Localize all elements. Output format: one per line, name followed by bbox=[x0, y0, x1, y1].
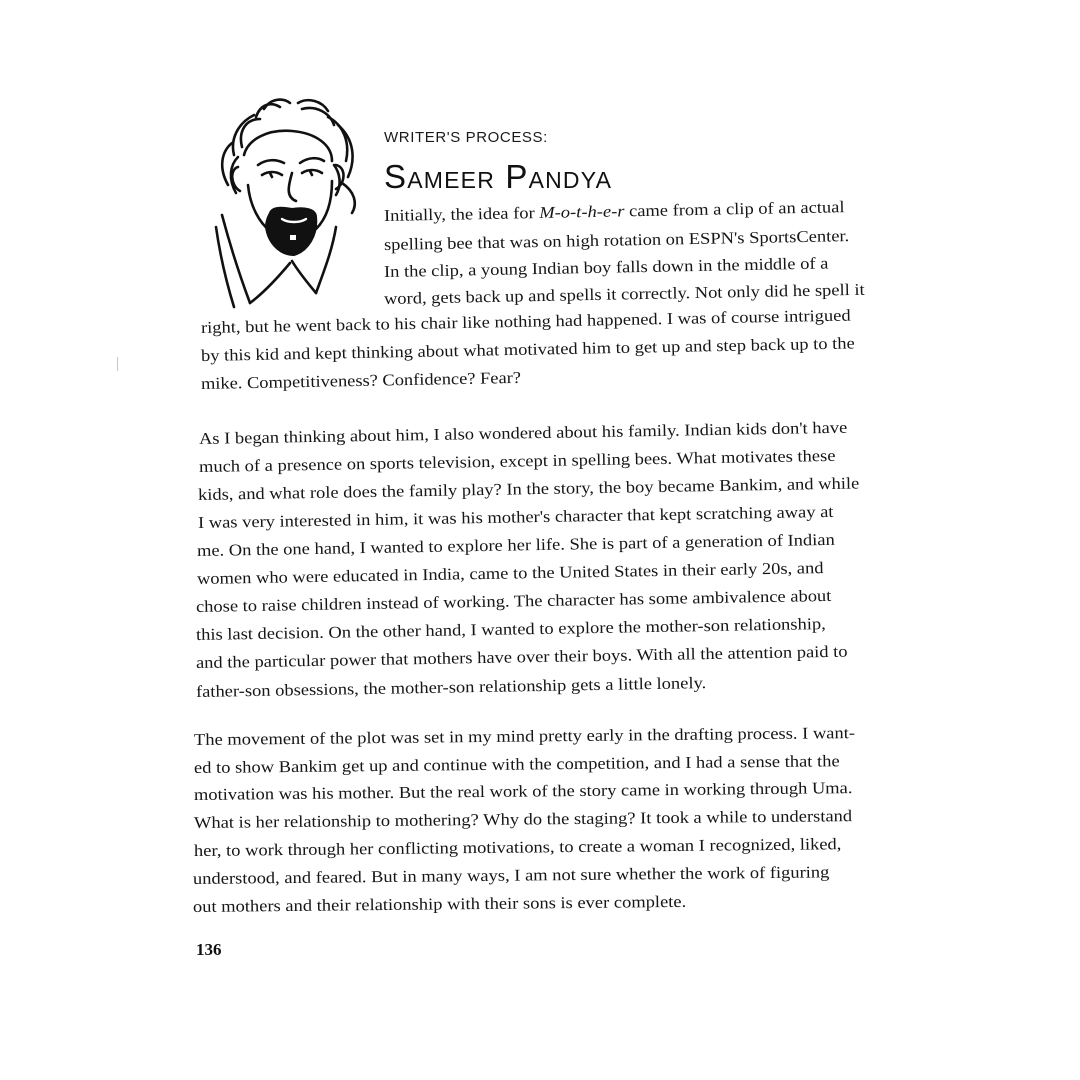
author-portrait-icon bbox=[208, 95, 366, 310]
text-line: word, gets back up and spells it correctly. Not only did he spell it bbox=[383, 279, 865, 308]
text-line: by this kid and kept thinking about what motivated him to get up and step back up to the bbox=[200, 333, 855, 365]
text-line: and the particular power that mothers have over their boys. With all the attention paid to bbox=[195, 641, 848, 672]
text-line: her, to work through her conflicting motivations, to create a woman I recognized, liked, bbox=[193, 834, 842, 860]
text-line: understood, and feared. But in many ways, I am not sure whether the work of figuring bbox=[192, 862, 830, 888]
text-line: mike. Competitiveness? Confidence? Fear? bbox=[200, 367, 522, 393]
text-line: I was very interested in him, it was his mother's character that kept scratching away at bbox=[197, 501, 834, 532]
text-line: kids, and what role does the family play? In the story, the boy became Bankim, and while bbox=[197, 473, 860, 504]
text-line: What is her relationship to mothering? Why do the staging? It took a while to understand bbox=[193, 806, 853, 832]
text-line: The movement of the plot was set in my mind pretty early in the drafting process. I want- bbox=[193, 723, 856, 749]
text-line: father-son obsessions, the mother-son relationship gets a little lonely. bbox=[195, 673, 707, 701]
margin-mark bbox=[117, 357, 118, 371]
text-line: chose to raise children instead of working. The character has some ambivalence about bbox=[195, 585, 832, 616]
author-name: Sameer Pandya bbox=[384, 158, 613, 195]
section-label: WRITER'S PROCESS: bbox=[384, 129, 548, 146]
story-title: M-o-t-h-e-r bbox=[539, 201, 625, 223]
text-line: me. On the one hand, I wanted to explore her life. She is part of a generation of Indian bbox=[196, 529, 835, 560]
text-line: As I began thinking about him, I also wondered about his family. Indian kids don't have bbox=[198, 417, 848, 448]
text-line: right, but he went back to his chair like nothing had happened. I was of course intrigued bbox=[200, 305, 851, 337]
text-line: out mothers and their relationship with their sons is ever complete. bbox=[192, 891, 687, 916]
text-line: ed to show Bankim get up and continue with the competition, and I had a sense that the bbox=[193, 751, 840, 777]
text-line: Initially, the idea for M-o-t-h-e-r came from a clip of an actual bbox=[383, 197, 845, 225]
text-line: women who were educated in India, came to the United States in their early 20s, and bbox=[196, 558, 824, 588]
text-line: much of a presence on sports television, except in spelling bees. What motivates these bbox=[198, 445, 836, 476]
text-line: In the clip, a young Indian boy falls down in the middle of a bbox=[383, 253, 829, 281]
text-line: motivation was his mother. But the real work of the story came in working through Uma. bbox=[193, 778, 853, 804]
text-line: this last decision. On the other hand, I wanted to explore the mother-son relationship, bbox=[195, 614, 826, 644]
text-line: spelling bee that was on high rotation on ESPN's SportsCenter. bbox=[383, 226, 850, 254]
page-number: 136 bbox=[196, 940, 222, 959]
